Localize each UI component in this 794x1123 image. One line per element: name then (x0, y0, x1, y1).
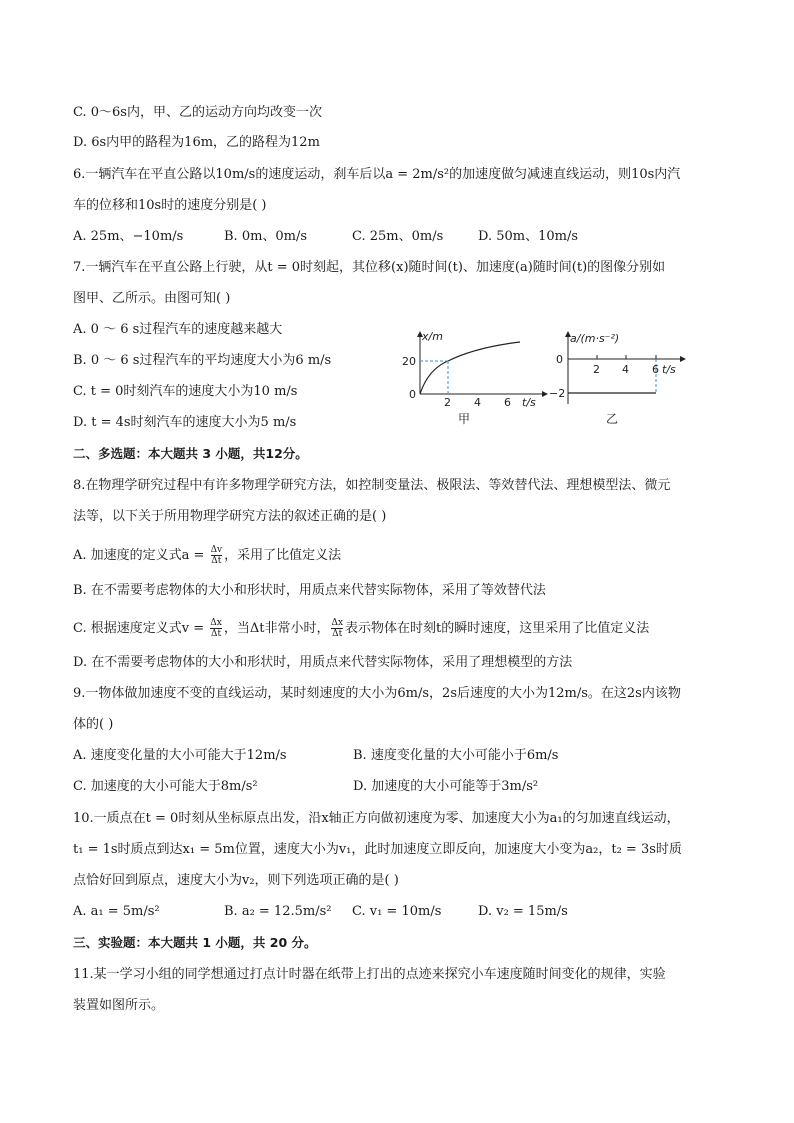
q9-option-d: D. 加速度的大小可能等于3m/s² (353, 779, 539, 794)
q6-option-c: C. 25m、0m/s (352, 229, 444, 244)
q8-option-a-fraction (211, 545, 223, 566)
q8-stem-line-2: 法等，以下关于所用物理学研究方法的叙述正确的是( ) (73, 509, 387, 524)
q10-stem-line-2: t₁ = 1s时质点到达x₁ = 5m位置，速度大小为v₁，此时加速度立即反向，加速度大小变为a₂，t₂ = 3s时质 (73, 842, 682, 857)
section-multiple-choice-heading: 二、多选题：本大题共 3 小题，共12分。 (73, 446, 308, 461)
yi-caption: 乙 (606, 412, 619, 426)
q7-stem-line-2: 图甲、乙所示。由图可知( ) (73, 291, 231, 306)
q11-stem-line-1: 11.某一学习小组的同学想通过打点计时器在纸带上打出的点迹来探究小车速度随时间变化的规律，实验 (73, 967, 666, 982)
q5-option-c: C. 0～6s内，甲、乙的运动方向均改变一次 (73, 105, 322, 120)
q8-option-c-fraction-1 (210, 618, 222, 639)
q8-option-a (73, 545, 341, 566)
q6-stem-line-1: 6.一辆汽车在平直公路以10m/s的速度运动，刹车后以a = 2m/s²的加速度做匀减速直线运动，则10s内汽 (73, 167, 681, 182)
q8-option-c-prefix: C. 根据速度定义式v = (73, 621, 209, 636)
q6-option-d: D. 50m、10m/s (478, 229, 579, 244)
q11-stem-line-2: 装置如图所示。 (73, 998, 165, 1013)
q6-option-a: A. 25m、−10m/s (73, 229, 184, 244)
yi-x-tick-4: 4 (622, 363, 629, 376)
yi-x-tick-2: 2 (593, 363, 600, 376)
q10-option-d: D. v₂ = 15m/s (478, 904, 568, 919)
q8-option-c-numerator-2: Δx (331, 618, 344, 628)
q8-option-b: B. 在不需要考虑物体的大小和形状时，用质点来代替实际物体，采用了等效替代法 (73, 583, 546, 598)
jia-x-tick-6: 6 (504, 396, 511, 409)
q7-option-c: C. t = 0时刻汽车的速度大小为10 m/s (73, 384, 298, 399)
q10-option-a: A. a₁ = 5m/s² (73, 904, 160, 919)
q9-option-c: C. 加速度的大小可能大于8m/s² (73, 779, 258, 794)
jia-x-tick-2: 2 (444, 396, 451, 409)
q9-option-a: A. 速度变化量的大小可能大于12m/s (73, 748, 287, 763)
q9-stem-line-1: 9.一物体做加速度不变的直线运动，某时刻速度的大小为6m/s，2s后速度的大小为12m/s。在这2s内该物 (73, 686, 681, 701)
yi-x-axis-label: t/s (662, 363, 676, 376)
q8-option-c-fraction-2 (331, 618, 343, 639)
q6-option-b: B. 0m、0m/s (224, 229, 308, 244)
q8-option-c-middle: ，当Δt非常小时， (223, 621, 330, 636)
q10-option-b: B. a₂ = 12.5m/s² (224, 904, 332, 919)
q6-stem-line-2: 车的位移和10s时的速度分别是( ) (73, 198, 267, 213)
yi-x-tick-6: 6 (652, 363, 659, 376)
q8-option-c-denominator-1: Δt (210, 629, 222, 639)
q8-stem-line-1: 8.在物理学研究过程中有许多物理学研究方法，如控制变量法、极限法、等效替代法、理想模型法、微元 (73, 478, 671, 493)
q8-option-c-numerator-1: Δx (210, 618, 222, 628)
q9-option-b: B. 速度变化量的大小可能小于6m/s (353, 748, 559, 763)
q8-option-a-suffix: ，采用了比值定义法 (224, 548, 342, 563)
q7-option-a: A. 0 ～ 6 s过程汽车的速度越来越大 (73, 322, 283, 337)
q8-option-c-suffix: 表示物体在时刻t的瞬时速度，这里采用了比值定义法 (345, 621, 650, 636)
q8-option-c (73, 618, 649, 639)
q8-option-a-prefix: A. 加速度的定义式a = (73, 548, 209, 563)
yi-y-axis-label: a/(m·s⁻²) (570, 332, 620, 345)
jia-caption: 甲 (458, 412, 471, 426)
q9-stem-line-2: 体的( ) (73, 717, 114, 732)
q7-stem-line-1: 7.一辆汽车在平直公路上行驶，从t = 0时刻起，其位移(x)随时间(t)、加速度(a)随时间(t)的图像分别如 (73, 260, 666, 275)
jia-origin-label: 0 (409, 388, 416, 401)
jia-y-tick-20: 20 (402, 355, 416, 368)
q8-option-a-denominator: Δt (211, 556, 222, 566)
yi-origin-label: 0 (556, 353, 563, 366)
yi-neg-tick: −2 (549, 387, 566, 400)
jia-x-axis-label: t/s (522, 396, 536, 409)
q8-option-d: D. 在不需要考虑物体的大小和形状时，用质点来代替实际物体，采用了理想模型的方法 (73, 655, 573, 670)
q10-stem-line-3: 点恰好回到原点，速度大小为v₂，则下列选项正确的是( ) (73, 873, 399, 888)
q8-option-c-denominator-2: Δt (332, 629, 343, 639)
q7-option-d: D. t = 4s时刻汽车的速度大小为5 m/s (73, 415, 297, 430)
figure-yi-at-graph (548, 328, 694, 428)
q7-option-b: B. 0 ～ 6 s过程汽车的平均速度大小为6 m/s (73, 353, 332, 368)
figure-jia-xt-graph (400, 328, 550, 428)
jia-x-tick-4: 4 (474, 396, 481, 409)
q5-option-d: D. 6s内甲的路程为16m，乙的路程为12m (73, 135, 320, 150)
section-experiment-heading: 三、实验题：本大题共 1 小题，共 20 分。 (73, 935, 317, 950)
jia-y-axis-label: x/m (422, 330, 443, 343)
q10-stem-line-1: 10.一质点在t = 0时刻从坐标原点出发，沿x轴正方向做初速度为零、加速度大小为a₁的匀加速直线运动， (73, 811, 680, 826)
q8-option-a-numerator: Δv (210, 545, 223, 555)
q10-option-c: C. v₁ = 10m/s (352, 904, 442, 919)
